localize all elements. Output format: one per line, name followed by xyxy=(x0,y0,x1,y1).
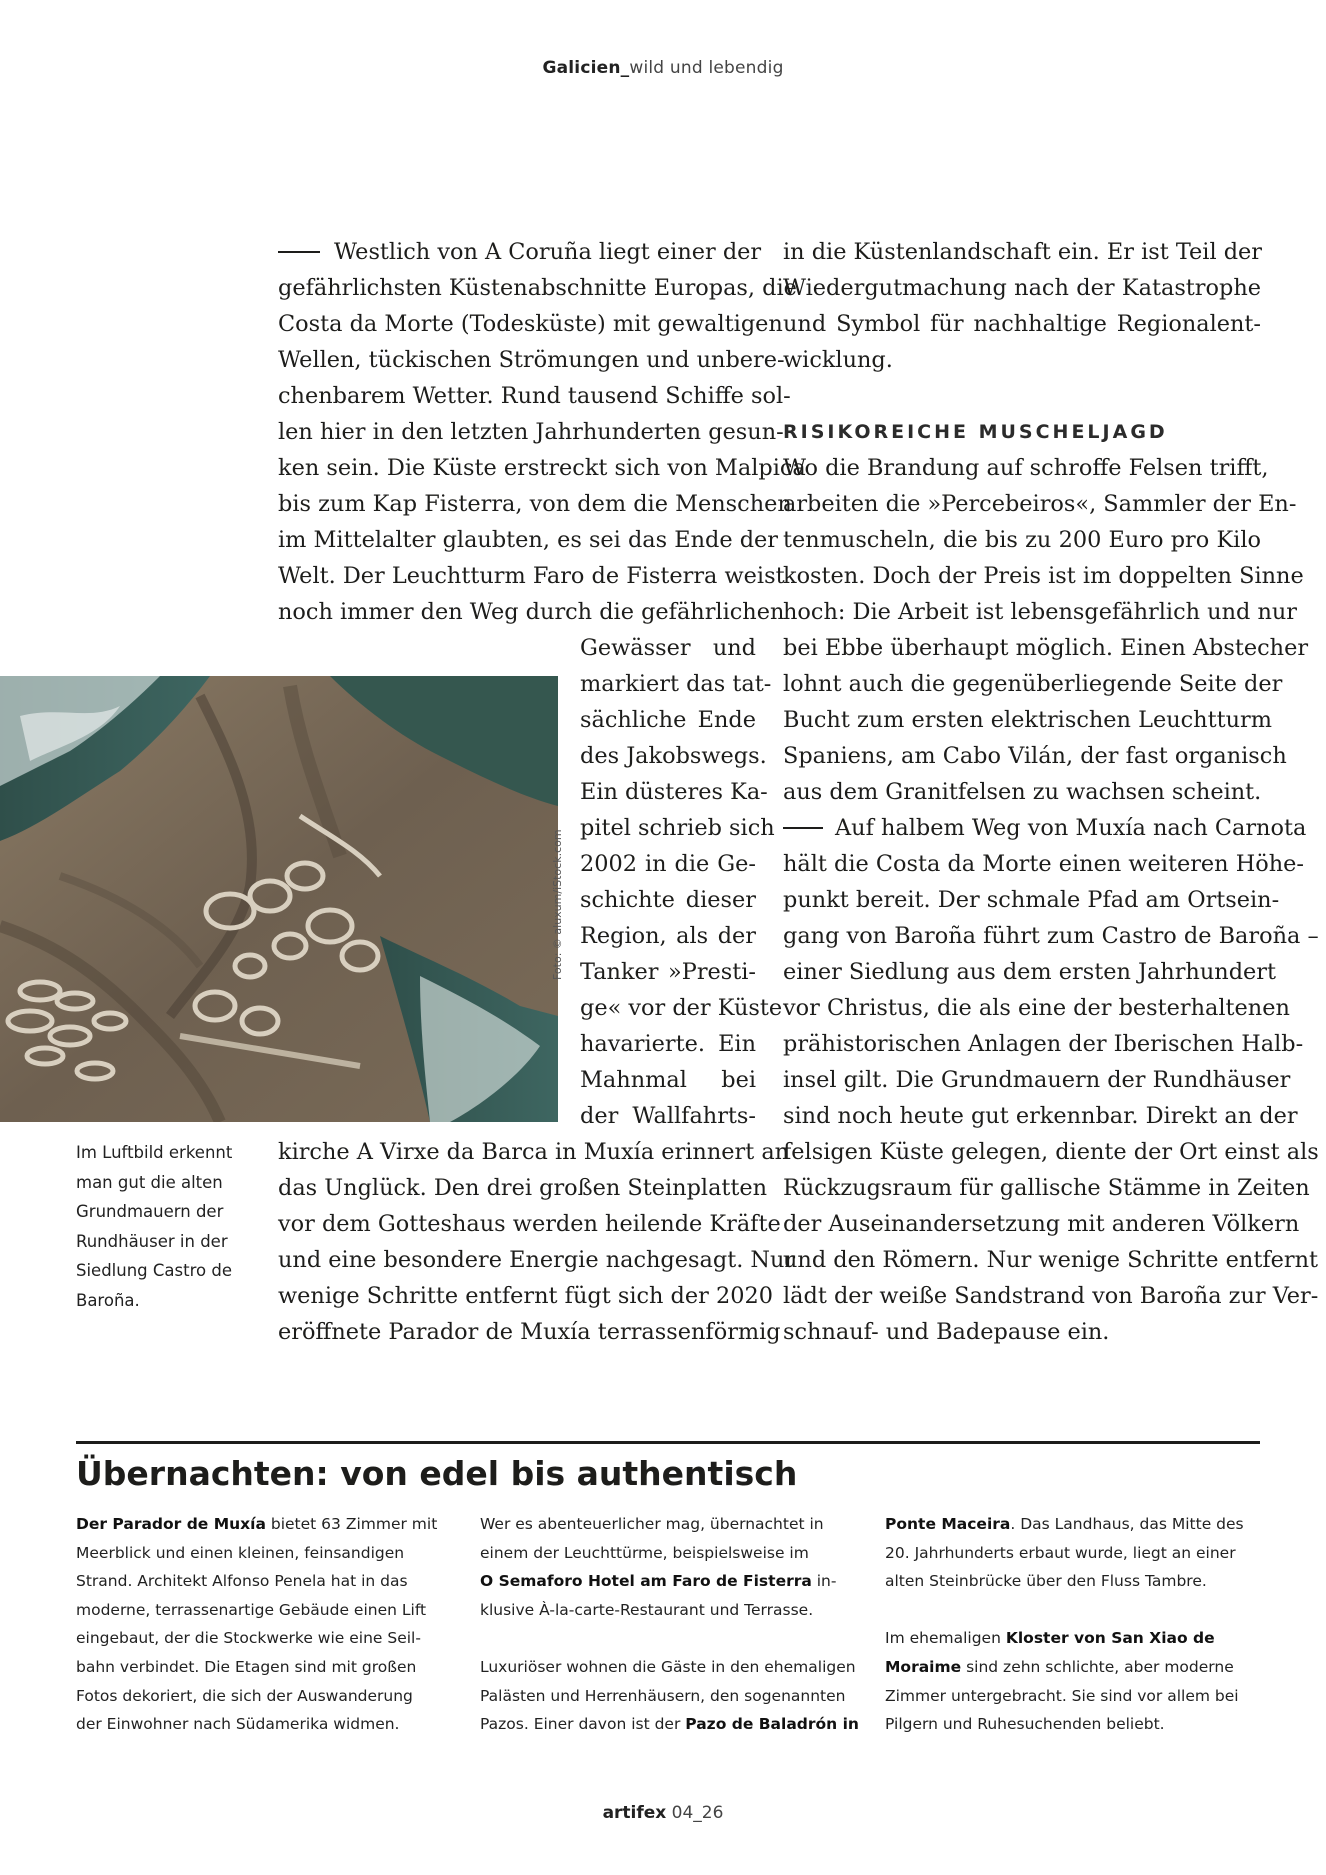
text-line: len hier in den letzten Jahrhunderten gesun- xyxy=(278,419,784,445)
box-column-3 xyxy=(885,1510,1245,1739)
text-line: Wiedergutmachung nach der Katastrophe xyxy=(783,275,1261,301)
photo-caption xyxy=(76,1138,256,1315)
text-line: der Wallfahrts- xyxy=(580,1103,756,1129)
text-line: Costa da Morte (Todesküste) mit gewaltigen xyxy=(278,311,783,337)
text-line: vor Christus, die als eine der besterhaltenen xyxy=(783,995,1290,1021)
text-line: bis zum Kap Fisterra, von dem die Menschen xyxy=(278,491,792,517)
text-line: gang von Baroña führt zum Castro de Baroña – xyxy=(783,923,1319,949)
text-line: ken sein. Die Küste erstreckt sich von Malpica xyxy=(278,455,806,481)
caption-line: Im Luftbild erkennt xyxy=(76,1143,233,1162)
photo-credit: Foto: © aluxum/iStock.com xyxy=(551,829,564,980)
text-line: lädt der weiße Sandstrand von Baroña zur Ver- xyxy=(783,1283,1319,1309)
text-line: noch immer den Weg durch die gefährlichen xyxy=(278,599,785,625)
text-line: felsigen Küste gelegen, diente der Ort einst als xyxy=(783,1139,1319,1165)
box-line: Meerblick und einen kleinen, feinsandigen xyxy=(76,1543,405,1562)
text-line: bei Ebbe überhaupt möglich. Einen Abstecher xyxy=(783,635,1309,661)
box-line: Wer es abenteuerlicher mag, übernachtet in xyxy=(480,1515,824,1533)
text-line: Wellen, tückischen Strömungen und unbere- xyxy=(278,347,785,373)
box-line: moderne, terrassenartige Gebäude einen Lift xyxy=(76,1600,427,1619)
box-line: Pazos. Einer davon ist der Pazo de Baladrón in xyxy=(480,1715,859,1734)
text-line: des Jakobswegs. xyxy=(580,743,767,769)
box-column-2 xyxy=(480,1510,859,1739)
box-line: Luxuriöser wohnen die Gäste in den ehemaligen xyxy=(480,1657,856,1676)
box-line: bahn verbindet. Die Etagen sind mit großen xyxy=(76,1657,417,1676)
box-line: eingebaut, der die Stockwerke wie eine Seil- xyxy=(76,1629,421,1648)
text-line: havarierte. Ein xyxy=(580,1031,756,1057)
text-line: hält die Costa da Morte einen weiteren Höhe- xyxy=(783,851,1304,877)
text-line: ge« vor der Küste xyxy=(580,995,783,1021)
text-line: und Symbol für nachhaltige Regionalent- xyxy=(783,311,1261,337)
text-line: der Auseinandersetzung mit anderen Völkern xyxy=(783,1211,1300,1237)
text-line: Wo die Brandung auf schroffe Felsen trifft, xyxy=(783,455,1269,481)
text-line: chenbarem Wetter. Rund tausend Schiffe sol- xyxy=(278,383,791,409)
text-line: Region, als der xyxy=(580,923,756,949)
text-line: wicklung. xyxy=(783,347,893,373)
aerial-photo xyxy=(0,676,558,1122)
page-folio xyxy=(0,1803,1326,1823)
text-line: vor dem Gotteshaus werden heilende Kräfte xyxy=(278,1211,781,1237)
caption-line: Rundhäuser in der xyxy=(76,1231,228,1251)
text-line: arbeiten die »Percebeiros«, Sammler der En- xyxy=(783,491,1297,517)
text-line: in die Küstenlandschaft ein. Er ist Teil der xyxy=(783,239,1263,265)
text-line: prähistorischen Anlagen der Iberischen Halb- xyxy=(783,1031,1304,1057)
text-line: und eine besondere Energie nachgesagt. Nur xyxy=(278,1247,796,1273)
text-line: kosten. Doch der Preis ist im doppelten Sinne xyxy=(783,563,1304,589)
box-line: Der Parador de Muxía bietet 63 Zimmer mit xyxy=(76,1515,438,1533)
running-head-section: Galicien_ xyxy=(542,58,630,78)
magazine-name: artifex xyxy=(602,1803,667,1823)
caption-line: Baroña. xyxy=(76,1290,140,1310)
caption-line: Siedlung Castro de xyxy=(76,1261,232,1280)
box-line: Zimmer untergebracht. Sie sind vor allem bei xyxy=(885,1686,1239,1705)
box-line: Strand. Architekt Alfonso Penela hat in das xyxy=(76,1572,408,1591)
text-line: kirche A Virxe da Barca in Muxía erinnert an xyxy=(278,1139,790,1165)
caption-line: Grundmauern der xyxy=(76,1202,224,1221)
text-line: Spaniens, am Cabo Vilán, der fast organisch xyxy=(783,743,1287,769)
box-line: Im ehemaligen Kloster von San Xiao de xyxy=(885,1629,1215,1648)
text-line: lohnt auch die gegenüberliegende Seite der xyxy=(783,671,1283,697)
box-spacer xyxy=(885,1596,1245,1625)
text-line: wenige Schritte entfernt fügt sich der 2020 xyxy=(278,1283,773,1309)
box-line: Palästen und Herrenhäusern, den sogenannten xyxy=(480,1686,846,1705)
running-head xyxy=(0,58,1326,78)
text-line: Welt. Der Leuchtturm Faro de Fisterra weist xyxy=(278,563,785,589)
text-line: und den Römern. Nur wenige Schritte entfernt xyxy=(783,1247,1318,1273)
text-line: eröffnete Parador de Muxía terrassenförmig xyxy=(278,1319,781,1345)
text-line: sächliche Ende xyxy=(580,707,756,733)
text-line: im Mittelalter glaubten, es sei das Ende der xyxy=(278,527,779,553)
text-line: markiert das tat- xyxy=(580,671,772,697)
box-line: einem der Leuchttürme, beispielsweise im xyxy=(480,1543,809,1562)
box-title: Übernachten: von edel bis authentisch xyxy=(76,1454,798,1493)
text-line: das Unglück. Den drei großen Steinplatten xyxy=(278,1175,768,1201)
text-line: Ein düsteres Ka- xyxy=(580,779,768,805)
box-spacer xyxy=(480,1624,840,1653)
box-line: Moraime sind zehn schlichte, aber moderne xyxy=(885,1657,1234,1676)
text-line: hoch: Die Arbeit ist lebensgefährlich und nur xyxy=(783,599,1297,625)
box-line: der Einwohner nach Südamerika widmen. xyxy=(76,1715,400,1734)
box-line: alten Steinbrücke über den Fluss Tambre. xyxy=(885,1572,1207,1591)
box-line: Fotos dekoriert, die sich der Auswanderung xyxy=(76,1686,413,1705)
running-head-subtitle: wild und lebendig xyxy=(629,58,784,78)
article-column-right xyxy=(783,234,1319,1350)
paragraph-dash xyxy=(783,827,823,829)
text-line: Westlich von A Coruña liegt einer der xyxy=(278,234,756,270)
box-line: Ponte Maceira. Das Landhaus, das Mitte des xyxy=(885,1515,1244,1533)
box-line: klusive À-la-carte-Restaurant und Terrasse. xyxy=(480,1600,814,1619)
text-line: gefährlichsten Küstenabschnitte Europas, die xyxy=(278,275,797,301)
page-number: 04_26 xyxy=(666,1803,724,1823)
section-subheading: RISIKOREICHE MUSCHELJAGD xyxy=(783,421,1168,443)
caption-line: man gut die alten xyxy=(76,1172,223,1192)
text-line: Mahnmal bei xyxy=(580,1067,756,1093)
text-line: Gewässer und xyxy=(580,635,756,661)
text-line: schnauf- und Badepause ein. xyxy=(783,1319,1110,1345)
text-line: punkt bereit. Der schmale Pfad am Ortsein- xyxy=(783,887,1280,913)
box-divider xyxy=(76,1441,1260,1444)
box-line: O Semaforo Hotel am Faro de Fisterra in- xyxy=(480,1572,837,1591)
text-line: insel gilt. Die Grundmauern der Rundhäuser xyxy=(783,1067,1291,1093)
box-column-1 xyxy=(76,1510,436,1739)
text-line: 2002 in die Ge- xyxy=(580,851,756,877)
text-line: einer Siedlung aus dem ersten Jahrhundert xyxy=(783,959,1276,985)
text-line: Auf halbem Weg von Muxía nach Carnota xyxy=(783,810,1261,846)
article-column-left xyxy=(278,234,806,630)
text-line: aus dem Granitfelsen zu wachsen scheint. xyxy=(783,779,1262,805)
text-line: Bucht zum ersten elektrischen Leuchtturm xyxy=(783,707,1272,733)
text-line: pitel schrieb sich xyxy=(580,815,775,841)
article-wrap-column xyxy=(580,630,783,1134)
article-column-left-bottom xyxy=(278,1134,796,1350)
paragraph-dash xyxy=(278,251,320,253)
text-line: Tanker »Presti- xyxy=(580,959,756,985)
text-line: sind noch heute gut erkennbar. Direkt an der xyxy=(783,1103,1298,1129)
box-line: 20. Jahrhunderts erbaut wurde, liegt an einer xyxy=(885,1543,1236,1562)
text-line: tenmuscheln, die bis zu 200 Euro pro Kilo xyxy=(783,527,1261,553)
text-line: Rückzugsraum für gallische Stämme in Zeiten xyxy=(783,1175,1310,1201)
box-line: Pilgern und Ruhesuchenden beliebt. xyxy=(885,1715,1165,1734)
text-line: schichte dieser xyxy=(580,887,756,913)
